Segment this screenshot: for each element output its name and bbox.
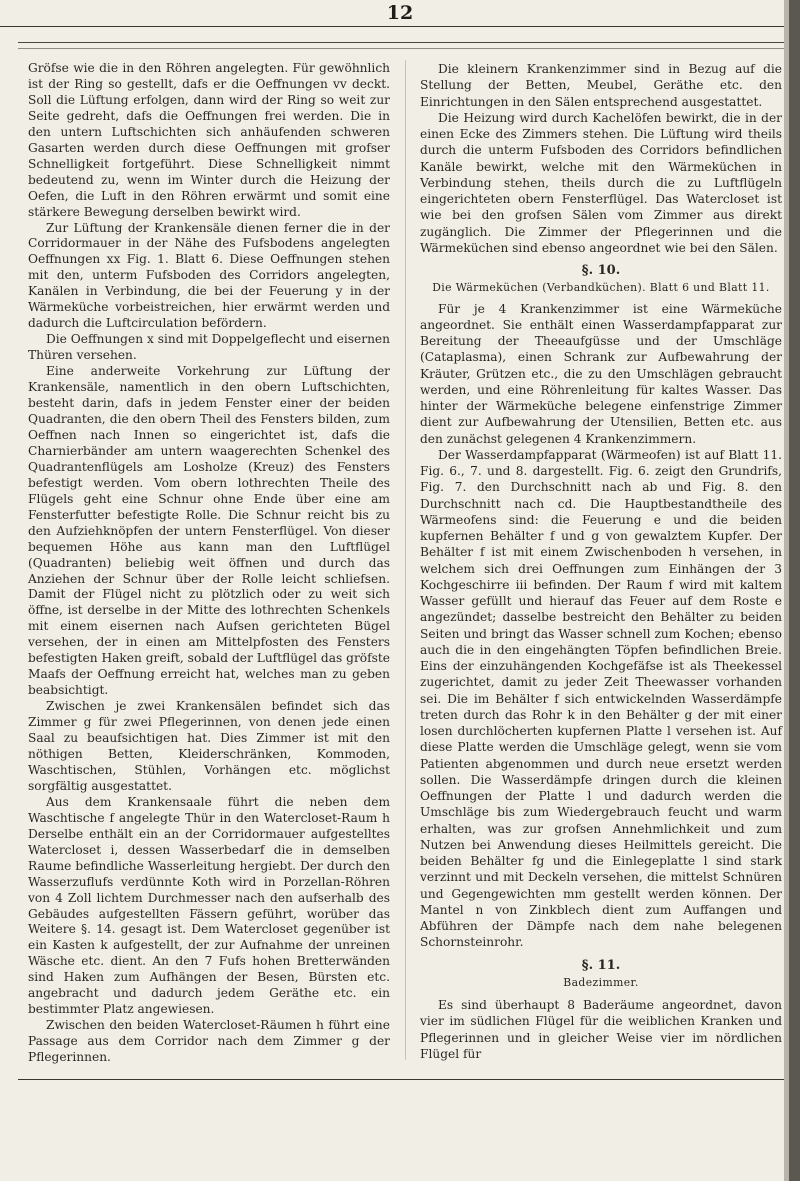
paragraph: Zwischen den beiden Watercloset-Räumen h führt eine Passage aus dem Corridor nach dem Zimmer g der Pflegerinnen.	[28, 1018, 390, 1065]
frame-rule-top	[18, 42, 786, 43]
paragraph: Die kleinern Krankenzimmer sind in Bezug auf die Stellung der Betten, Meubel, Geräthe etc. den Einrichtungen in den Sälen entsprechend ausgestattet.	[420, 62, 782, 109]
paragraph: Zwischen je zwei Krankensälen befindet sich das Zimmer g für zwei Pflegerinnen, von denen jede einen Saal zu beaufsichtigen hat. Dies Zimmer ist mit den nöthigen Betten, Kleiderschränken, Kommoden, Waschtischen, Stühlen, Vorhängen etc. möglichst sorgfältig ausgestattet.	[28, 699, 390, 793]
header-rule	[0, 26, 800, 27]
paragraph: Eine anderweite Vorkehrung zur Lüftung der Krankensäle, namentlich in den obern Luftschichten, besteht darin, dafs in jedem Fenster einer der beiden Quadranten, die den obern Theil des Fensters bilden, zum Oeffnen nach Innen so eingerichtet ist, dafs die Charnierbänder am untern waagerechten Schenkel des Quadrantenflügels am Losholze (Kreuz) des Fensters befestigt werden. Vom obern lothrechten Theile des Flügels geht eine Schnur ohne Ende über eine am Fensterfutter befestigte Rolle. Die Schnur reicht bis zu den Aufziehknöpfen der untern Fensterflügel. Von dieser bequemen Höhe aus kann man den Luftflügel (Quadranten) beliebig weit öffnen und durch das Anziehen der Schnur über der Rolle leicht schliefsen. Damit der Flügel nicht zu plötzlich oder zu weit sich öffne, ist derselbe in der Mitte des lothrechten Schenkels mit einem eisernen nach Aufsen gerichteten Bügel versehen, der in einen am Mittelpfosten des Fensters befestigten Haken greift, sobald der Luftflügel das gröfste Maafs der Oeffnung erreicht hat, welches man zu geben beabsichtigt.	[28, 364, 390, 698]
paragraph: Für je 4 Krankenzimmer ist eine Wärmeküche angeordnet. Sie enthält einen Wasserdampfapparat zur Bereitung der Theeaufgüsse und der Umschläge (Cataplasma), einen Schrank zur Aufbewahrung der Kräuter, Grützen etc., die zu den Umschlägen gebraucht werden, und eine Röhrenleitung für kaltes Wasser. Das hinter der Wärmeküche belegene einfenstrige Zimmer dient zur Aufbewahrung der Utensilien, Betten etc. aus den zunächst gelegenen 4 Krankenzimmern.	[420, 301, 782, 446]
paragraph: Gröfse wie die in den Röhren angelegten. Für gewöhnlich ist der Ring so gestellt, dafs er die Oeffnungen vv deckt. Soll die Lüftung erfolgen, dann wird der Ring so weit zur Seite gedreht, dafs die Oeffnungen frei werden. Die in den untern Luftschichten sich anhäufenden schweren Gasarten werden durch diese Oeffnungen mit grofser Schnelligkeit fortgeführt. Diese Schnelligkeit nimmt bedeutend zu, wenn im Winter durch die Heizung der Oefen, die Luft in den Röhren erwärmt und somit eine stärkere Bewegung derselben bewirkt wird.	[28, 61, 390, 219]
frame-rule-bottom	[18, 1079, 786, 1080]
frame-rule-top-inner	[18, 48, 786, 49]
paragraph: Es sind überhaupt 8 Baderäume angeordnet, davon vier im südlichen Flügel für die weiblichen Kranken und Pflegerinnen und in gleicher Weise vier im nördlichen Flügel für	[420, 998, 782, 1061]
right-column	[420, 61, 782, 1062]
scan-edge	[789, 0, 800, 1181]
section-heading-10: §. 10.	[581, 263, 621, 278]
paragraph: Zur Lüftung der Krankensäle dienen ferner die in der Corridormauer in der Nähe des Fufsbodens angelegten Oeffnungen xx Fig. 1. Blatt 6. Diese Oeffnungen stehen mit den, unterm Fufsboden des Corridors angelegten, Kanälen in Verbindung, die bei der Feuerung y in der Wärmeküche vorbeistreichen, hier erwärmt werden und dadurch die Luftcirculation befördern.	[28, 220, 390, 331]
section-subheading-11: Badezimmer.	[563, 975, 639, 989]
paragraph: Aus dem Krankensaale führt die neben dem Waschtische f angelegte Thür in den Watercloset-Raum h Derselbe enthält ein an der Corridormauer aufgestelltes Watercloset i, dessen Wasserbedarf die in demselben Raume befindliche Wasserleitung hergiebt. Der durch den Wasserzuflufs verdünnte Koth wird in Porzellan-Röhren von 4 Zoll lichtem Durchmesser nach den aufserhalb des Gebäudes aufgestellten Fässern geführt, worüber das Weitere §. 14. gesagt ist. Dem Watercloset gegenüber ist ein Kasten k aufgestellt, der zur Aufnahme der unreinen Wäsche etc. dient. An den 7 Fufs hohen Bretterwänden sind Haken zum Aufhängen der Besen, Bürsten etc. angebracht und dadurch jedem Geräthe etc. ein bestimmter Platz angewiesen.	[28, 794, 390, 1017]
paragraph: Die Oeffnungen x sind mit Doppelgeflecht und eisernen Thüren versehen.	[28, 332, 390, 363]
page-number: 12	[386, 2, 414, 24]
paragraph: Der Wasserdampfapparat (Wärmeofen) ist auf Blatt 11. Fig. 6., 7. und 8. dargestellt. Fig. 6. zeigt den Grundrifs, Fig. 7. den Durchschnitt nach ab und Fig. 8. den Durchschnitt nach cd. Die Hauptbestandtheile des Wärmeofens sind: die Feuerung e und die beiden kupfernen Behälter f und g von gewalztem Kupfer. Der Behälter f ist mit einem Zwischenboden h versehen, in welchem sich drei Oeffnungen zum Einhängen der 3 Kochgeschirre iii befinden. Der Raum f wird mit kaltem Wasser gefüllt und hierauf das Feuer auf dem Roste e angezündet; dasselbe bestreicht den Behälter zu beiden Seiten und bringt das Wasser schnell zum Kochen; ebenso auch die in den eingehängten Töpfen befindlichen Breie. Eins der einzuhängenden Kochgefäfse ist als Theekessel zugerichtet, damit zu jeder Zeit Theewasser vorhanden sei. Die im Behälter f sich entwickelnden Wasserdämpfe treten durch das Rohr k in den Behälter g der mit einer losen durchlöcherten kupfernen Platte l versehen ist. Auf diese Platte werden die Umschläge gelegt, wenn sie vom Patienten abgenommen und durch neue ersetzt werden sollen. Die Wasserdämpfe dringen durch die kleinen Oeffnungen der Platte l und dadurch werden die Umschläge bis zum Wiedergebrauch feucht und warm erhalten, was zur grofsen Annehmlichkeit und zum Nutzen bei Anwendung dieses Heilmittels gereicht. Die beiden Behälter fg und die Einlegeplatte l sind stark verzinnt und mit Deckeln versehen, die mittelst Schnüren und Gegengewichten mm gestellt werden können. Der Mantel n von Zinkblech dient zum Auffangen und Abführen der Dämpfe nach dem nahe belegenen Schornsteinrohr.	[420, 447, 782, 950]
section-subheading-10: Die Wärmeküchen (Verbandküchen). Blatt 6 und Blatt 11.	[432, 281, 770, 295]
column-divider	[405, 60, 406, 1060]
paragraph: Die Heizung wird durch Kachelöfen bewirkt, die in der einen Ecke des Zimmers stehen. Die Lüftung wird theils durch die unterm Fufsboden des Corridors befindlichen Kanäle bewirkt, welche mit den Wärmeküchen in Verbindung stehen, theils durch die zu Luftflügeln eingerichteten obern Fensterflügel. Das Watercloset ist wie bei den grofsen Sälen vom Zimmer aus direkt zugänglich. Die Zimmer der Pflegerinnen und die Wärmeküchen sind ebenso angeordnet wie bei den Sälen.	[420, 110, 782, 255]
section-heading-11: §. 11.	[581, 957, 621, 973]
left-column	[28, 61, 390, 1066]
